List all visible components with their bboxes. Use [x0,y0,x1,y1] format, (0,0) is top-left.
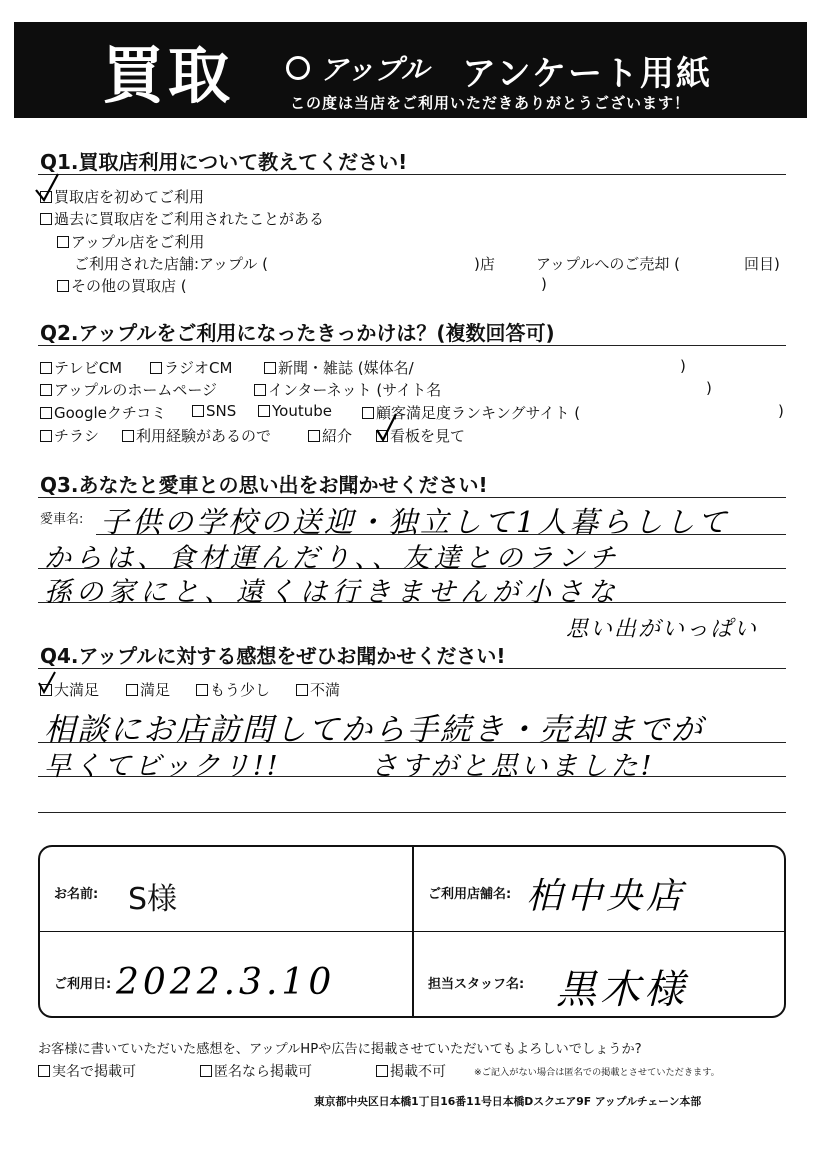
q3-heading: Q3.あなたと愛車との思い出をお聞かせください! [40,473,488,497]
header-subtitle: この度は当店をご利用いただきありがとうございます！ [290,94,691,112]
staff-name-value[interactable]: 黒木様 [556,967,688,1013]
used-store-label: ご利用された店舗:アップル ( [74,255,269,273]
consent-option-real-name[interactable]: 実名で掲載可 [38,1061,136,1081]
checkbox[interactable] [258,405,270,417]
sale-count-suffix: 回目) [744,255,780,273]
q2-option-intro[interactable]: 紹介 [308,425,352,446]
checkbox[interactable] [264,362,276,374]
q4-option-satisfied[interactable]: 満足 [126,679,170,700]
q1-option-first[interactable]: 買取店を初めてご利用 [40,186,204,207]
date-value[interactable]: 2022.3.10 [116,962,336,1003]
checkbox[interactable] [200,1065,212,1077]
q4-option-dissatisfied[interactable]: 不満 [296,679,340,700]
kaitori-logo-text: 買取 [102,39,235,112]
checkbox[interactable] [376,1065,388,1077]
store-name-value[interactable]: 柏中央店 [526,876,687,917]
q2-option-radio[interactable]: ラジオCM [150,357,232,378]
ranking-suffix: ) [778,402,784,420]
q1-option-apple[interactable]: アップル店をご利用 [57,231,204,252]
divider [38,668,786,669]
q4-option-more[interactable]: もう少し [196,679,270,700]
q2-heading: Q2.アップルをご利用になったきっかけは？(複数回答可) [40,321,555,345]
checkbox[interactable] [40,362,52,374]
q4-heading: Q4.アップルに対する感想をぜひお聞かせください! [40,644,506,668]
answer-line [38,812,786,813]
checkbox[interactable] [40,213,52,225]
q2-option-homepage[interactable]: アップルのホームページ [40,379,217,400]
q3-answer-line-4: 思い出がいっぱい [566,617,759,642]
q2-option-tv[interactable]: テレビCM [40,357,122,378]
checkbox[interactable] [40,407,52,419]
survey-title: アンケート用紙 [462,54,712,94]
checkbox[interactable] [308,430,320,442]
other-suffix: ) [541,275,547,293]
sale-count-label: アップルへのご売却 ( [536,255,680,273]
divider [38,174,786,175]
name-label: お名前: [54,887,99,902]
checkbox[interactable] [122,430,134,442]
checkbox[interactable] [362,407,374,419]
footer-address: 東京都中央区日本橋1丁目16番11号日本橋Dスクエア9F アップルチェーン本部 [314,1095,702,1108]
q3-answer-line-2: からは、食材運んだり、、友達とのランチ [44,543,620,574]
checkbox[interactable] [254,384,266,396]
store-suffix: )店 [474,255,495,273]
q2-option-google[interactable]: Googleクチコミ [40,402,166,423]
consent-option-no[interactable]: 掲載不可 [376,1061,446,1081]
q4-answer-line-1: 相談にお店訪問してから手続き・売却までが [44,712,704,748]
q1-option-other[interactable]: その他の買取店 ( [57,275,187,296]
q2-option-sns[interactable]: SNS [192,402,236,420]
q1-option-past[interactable]: 過去に買取店をご利用されたことがある [40,208,324,229]
consent-note: ※ご記入がない場合は匿名での掲載とさせていただきます。 [474,1067,720,1078]
consent-option-anonymous[interactable]: 匿名なら掲載可 [200,1061,312,1081]
q2-option-ranking[interactable]: 顧客満足度ランキングサイト ( [362,402,580,423]
panel-horizontal-divider [40,931,784,932]
q2-option-newspaper[interactable]: 新聞・雑誌 (媒体名/ [264,357,414,378]
checkbox[interactable] [150,362,162,374]
checkbox[interactable] [196,684,208,696]
consent-question: お客様に書いていただいた感想を、アップルHPや広告に掲載させていただいてもよろしいでしょうか? [38,1042,642,1057]
handwritten-check-mark [32,172,62,206]
header-banner [14,22,807,118]
q2-option-signboard[interactable]: 看板を見て [376,425,465,446]
q2-option-youtube[interactable]: Youtube [258,402,332,420]
name-value[interactable]: S様 [128,882,178,917]
q2-option-experience[interactable]: 利用経験があるので [122,425,271,446]
q3-answer-line-3: 孫の家にと、遠くは行きませんが小さな [44,577,620,608]
divider [38,345,786,346]
checkbox[interactable] [40,430,52,442]
checkbox[interactable] [126,684,138,696]
checkbox[interactable] [38,1065,50,1077]
handwritten-check-mark [36,670,58,696]
q2-option-flyer[interactable]: チラシ [40,425,99,446]
checkbox[interactable] [57,280,69,292]
apple-logo-icon [286,56,310,80]
newspaper-suffix: ) [680,357,686,375]
q4-answer-line-2: 早くてビックリ!! さすがと思いました! [44,751,655,782]
q2-option-internet[interactable]: インターネット (サイト名 [254,379,441,400]
checkbox[interactable] [40,384,52,396]
car-name-label: 愛車名: [40,512,84,527]
q4-option-very-satisfied[interactable]: 大満足 [40,679,99,700]
store-name-label: ご利用店舗名: [428,887,512,902]
q1-heading: Q1.買取店利用について教えてください! [40,150,408,174]
checkbox[interactable] [57,236,69,248]
handwritten-check-mark [374,412,400,444]
date-label: ご利用日: [54,977,112,992]
checkbox[interactable] [192,405,204,417]
brand-logo-text: アップル [320,53,429,86]
divider [38,497,786,498]
q3-answer-line-1: 子供の学校の送迎・独立して1人暮らしして [100,505,730,539]
staff-name-label: 担当スタッフ名: [428,977,525,992]
internet-suffix: ) [706,379,712,397]
checkbox[interactable] [296,684,308,696]
